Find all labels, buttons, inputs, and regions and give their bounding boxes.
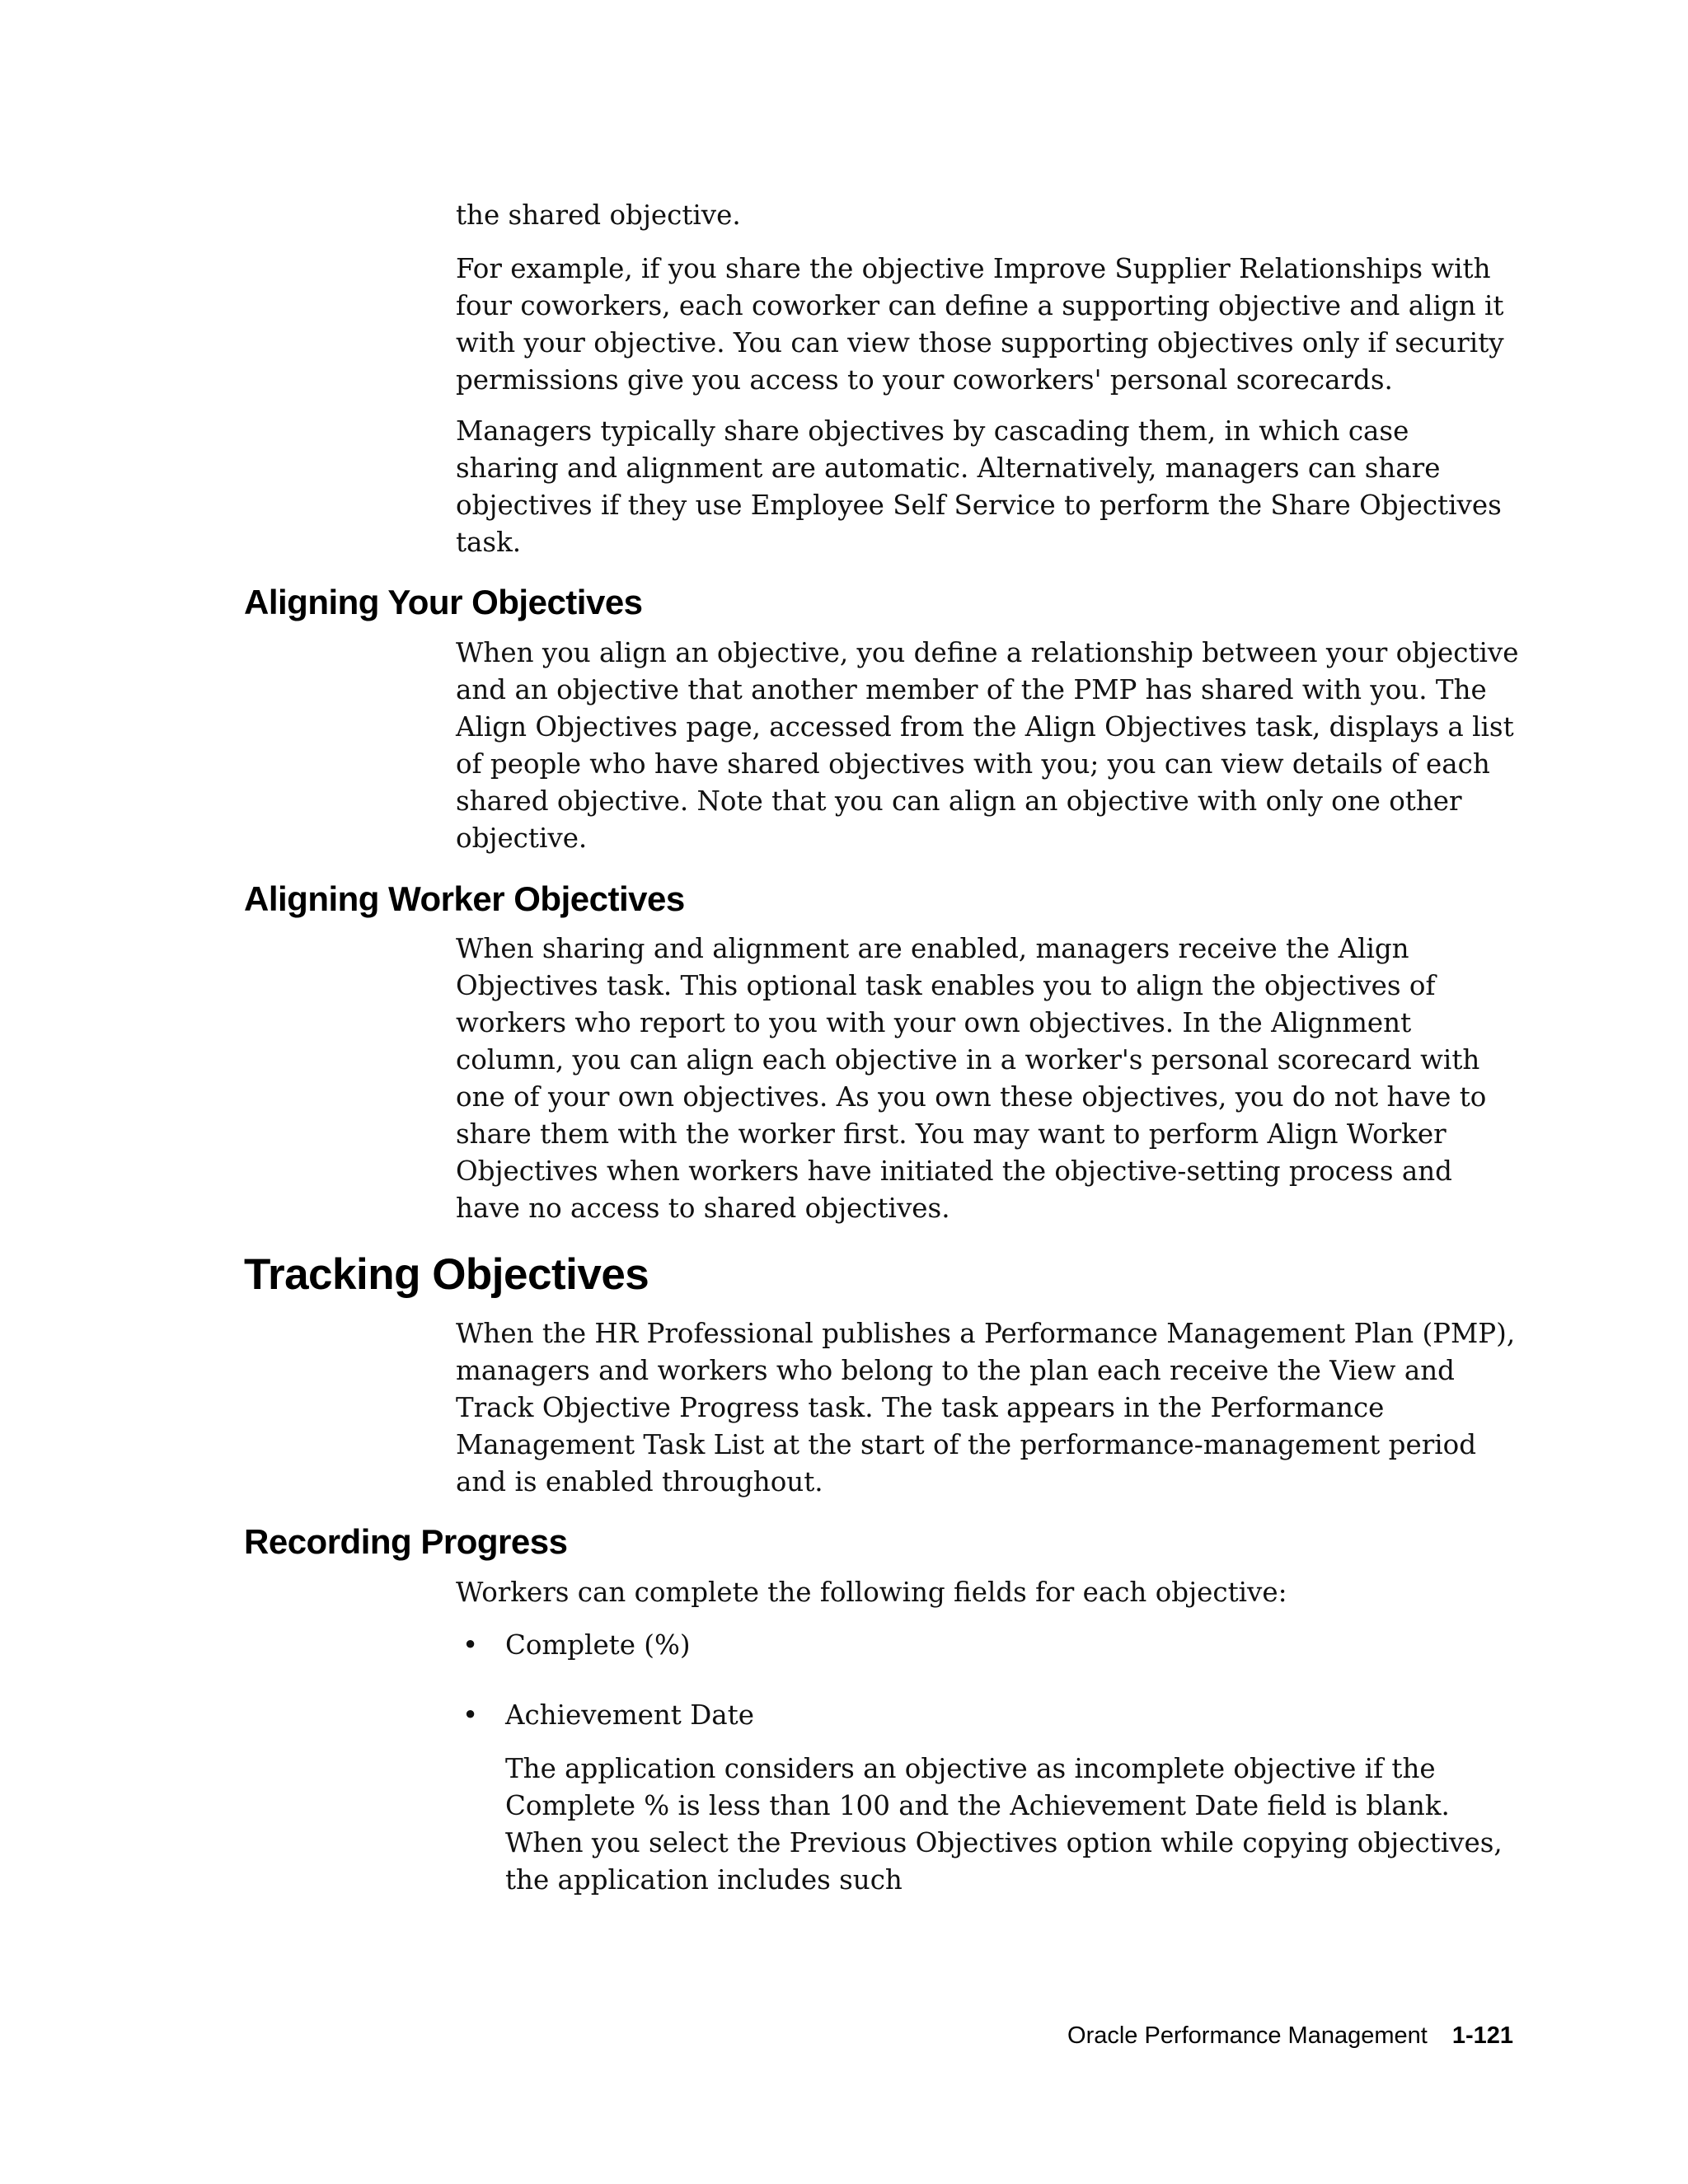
intro-example-paragraph: For example, if you share the objective Improve Supplier Relationships with four coworkers, each coworker can define a supporting objective and align it with your objective. You can view those supporting objectives only if security permissions give you access to your coworkers' personal scorecards.	[456, 253, 1504, 396]
aligning-your-objectives-paragraph: When you align an objective, you define a relationship between your objective and an objective that another member of the PMP has shared with you. The Align Objectives page, accessed from the Align Objectives task, displays a list of people who have shared objectives with you; you can view details of each shared objective. Note that you can align an objective with only one other objective.	[456, 637, 1519, 854]
page-number: 1-121	[1451, 2022, 1513, 2049]
list-item-label: Achievement Date	[505, 1699, 754, 1731]
achievement-date-note: The application considers an objective as incomplete objective if the Complete % is less than 100 and the Achievement Date field is blank. When you select the Previous Objectives option while copying objectives, the application includes such	[505, 1753, 1503, 1896]
footer-title: Oracle Performance Management	[1067, 2022, 1428, 2049]
intro-managers-paragraph: Managers typically share objectives by cascading them, in which case sharing and alignment are automatic. Alternatively, managers can share objectives if they use Employee Self Service to perform the Share Objectives task.	[456, 415, 1502, 558]
aligning-worker-objectives-paragraph: When sharing and alignment are enabled, managers receive the Align Objectives task. This optional task enables you to align the objectives of workers who report to you with your own objectives. In the Alignment column, you can align each objective in a worker's personal scorecard with one of your own objectives. As you own these objectives, you do not have to share them with the worker first. You may want to perform Align Worker Objectives when workers have initiated the objective-setting process and have no access to shared objectives.	[456, 933, 1487, 1224]
intro-continuation-paragraph: the shared objective.	[456, 199, 741, 231]
recording-progress-intro: Workers can complete the following fields for each objective:	[456, 1577, 1287, 1608]
aligning-worker-objectives-heading: Aligning Worker Objectives	[244, 879, 685, 918]
tracking-objectives-paragraph: When the HR Professional publishes a Performance Management Plan (PMP), managers and workers who belong to the plan each receive the View and Track Objective Progress task. The task appears in the Performance Management Task List at the start of the performance-management period and is enabled throughout.	[456, 1318, 1516, 1497]
bullet-icon: •	[462, 1629, 479, 1661]
recording-progress-heading: Recording Progress	[244, 1522, 568, 1561]
aligning-your-objectives-heading: Aligning Your Objectives	[244, 583, 643, 621]
page-footer	[1067, 2021, 1513, 2050]
list-item-label: Complete (%)	[505, 1629, 691, 1661]
tracking-objectives-heading: Tracking Objectives	[244, 1250, 649, 1299]
bullet-icon: •	[462, 1699, 479, 1731]
